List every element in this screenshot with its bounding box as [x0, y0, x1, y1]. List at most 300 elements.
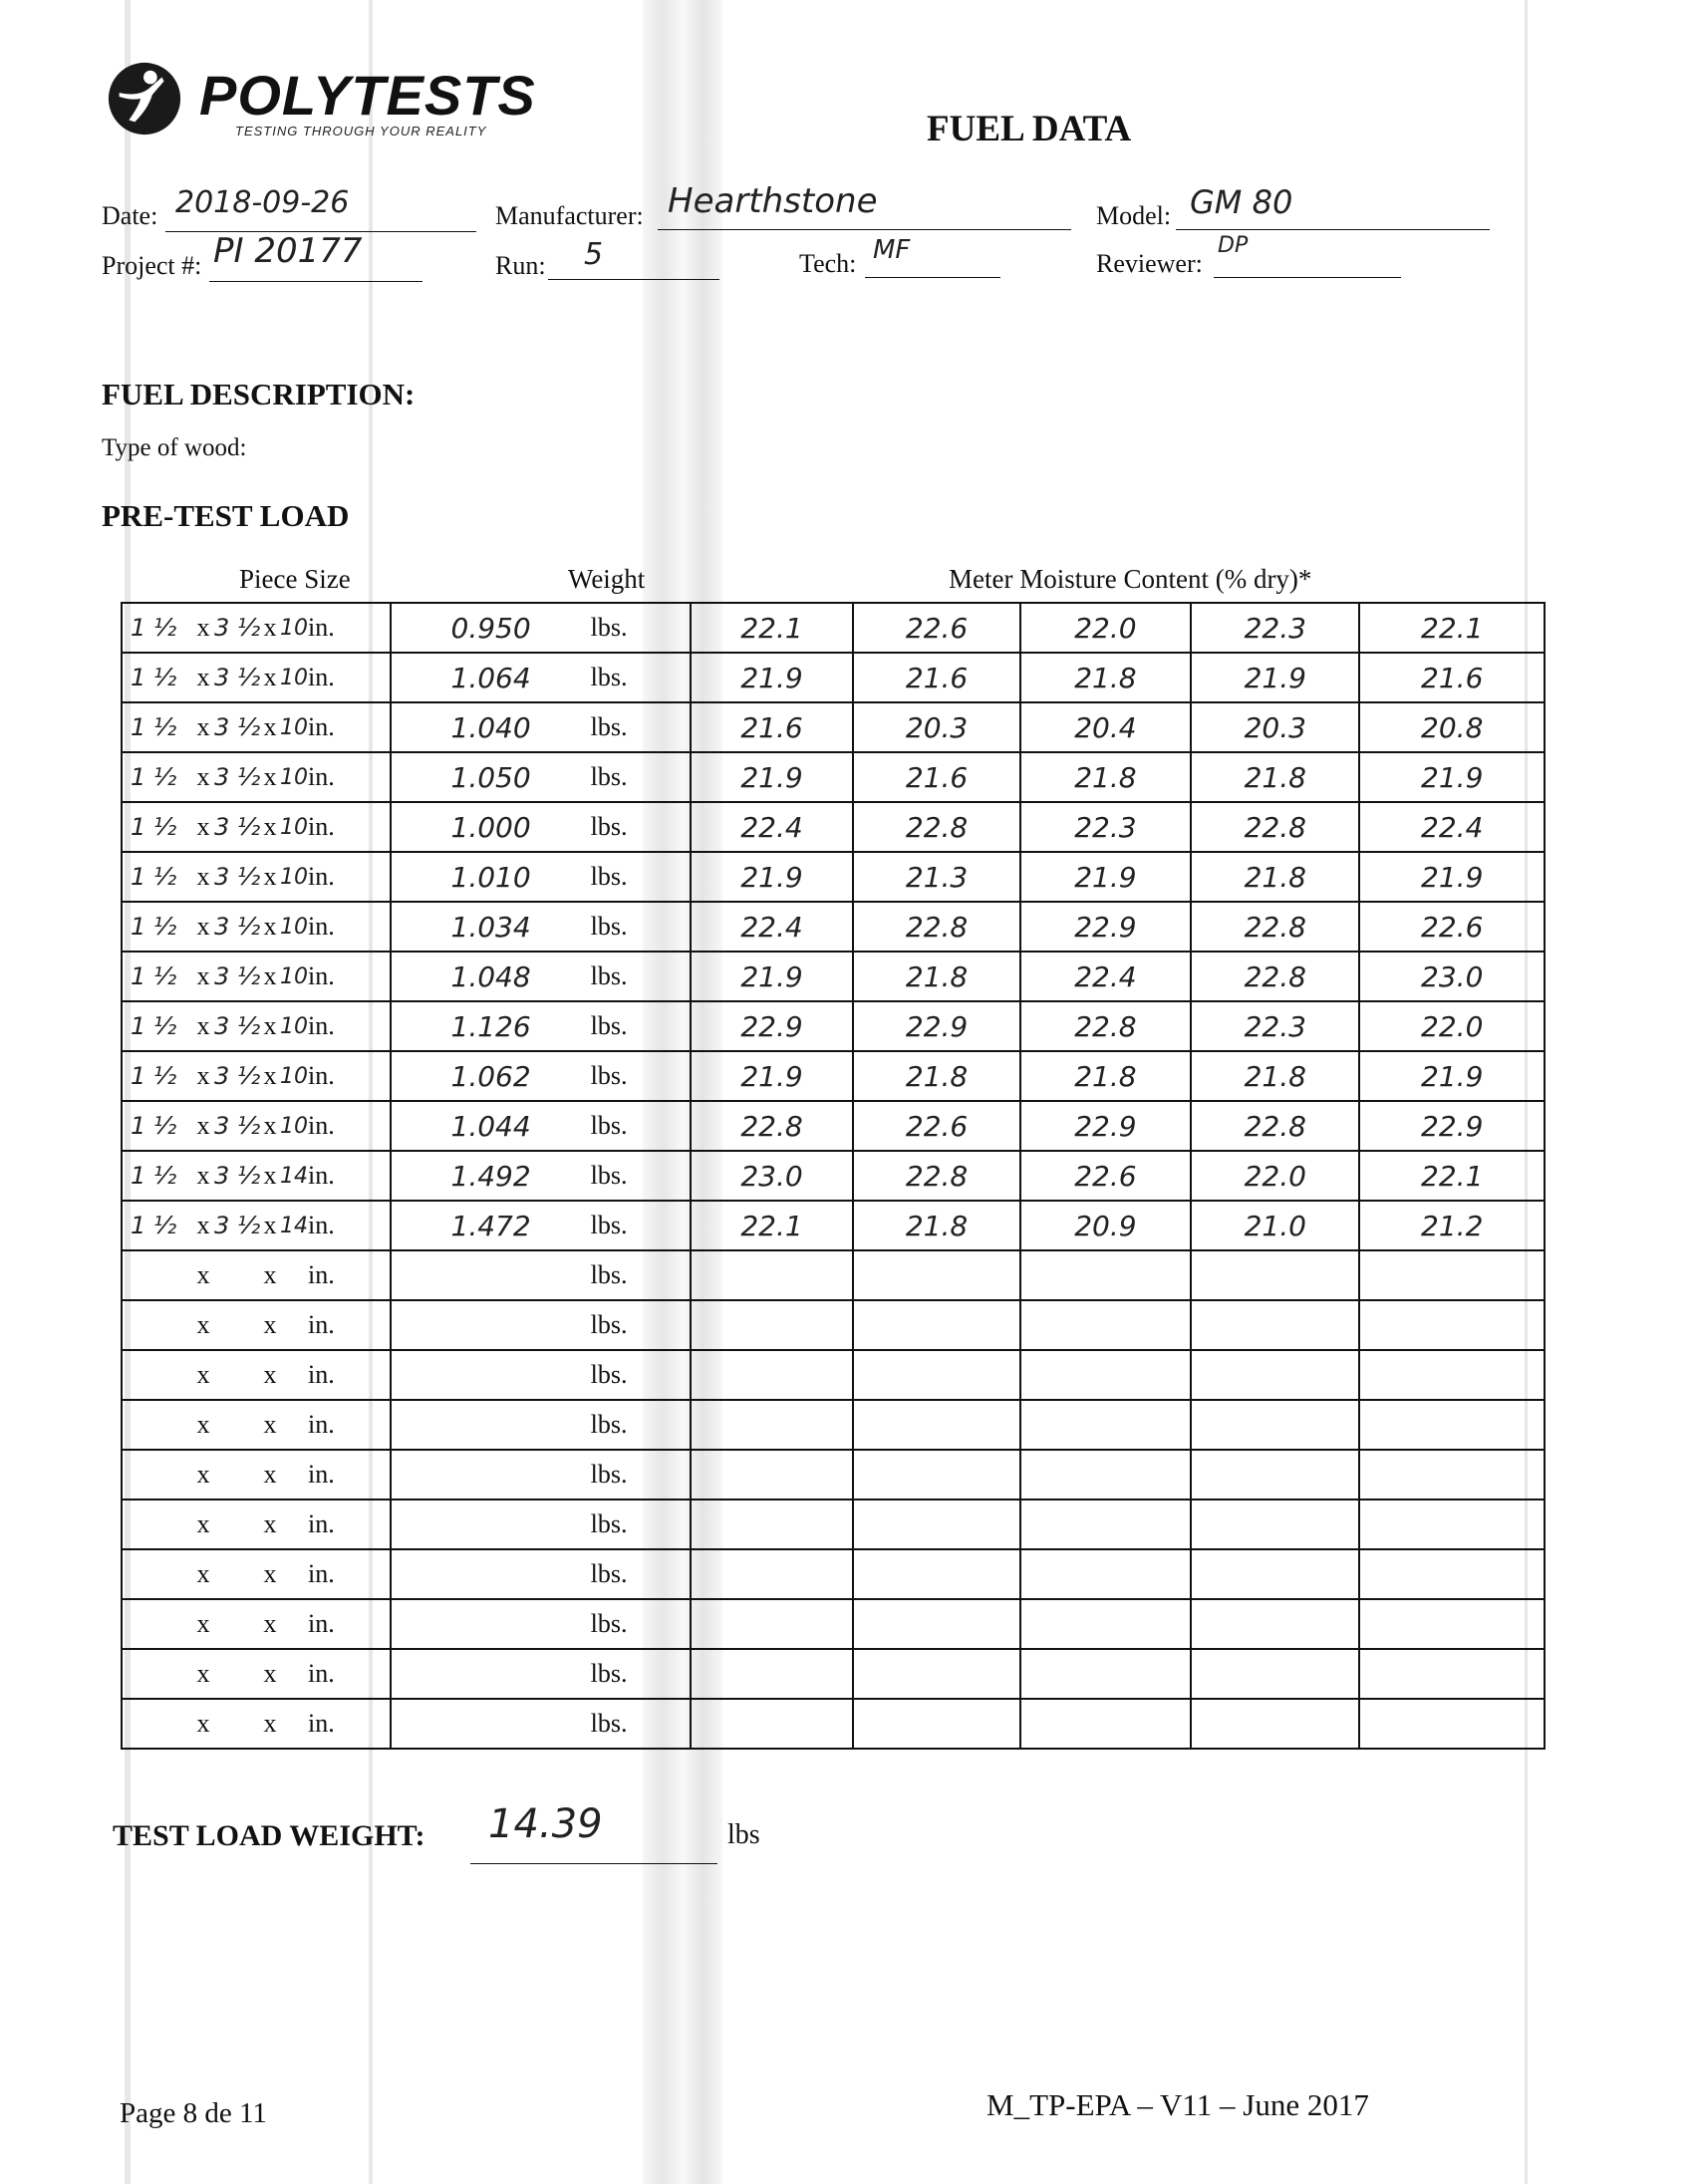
pounds-unit: lbs.: [590, 613, 628, 642]
piece-size-cell[interactable]: [122, 1201, 391, 1250]
moisture-reading-5[interactable]: 22.4: [1359, 802, 1545, 852]
table-row: [122, 1151, 1545, 1201]
piece-size-cell[interactable]: [122, 902, 391, 952]
piece-size-cell[interactable]: [122, 702, 391, 752]
weight-cell[interactable]: [391, 1599, 691, 1649]
moisture-reading-1[interactable]: [691, 1599, 854, 1649]
moisture-reading-4[interactable]: 22.8: [1191, 952, 1359, 1001]
times-label: x: [196, 1260, 210, 1289]
weight-cell[interactable]: [391, 952, 691, 1001]
piece-thickness[interactable]: 1 ½: [131, 863, 177, 891]
piece-size-cell[interactable]: [122, 1350, 391, 1400]
times-label: x: [196, 1111, 210, 1140]
piece-weight[interactable]: 1.050: [450, 760, 531, 794]
piece-width[interactable]: 3 ½: [214, 1112, 261, 1140]
tech-value[interactable]: MF: [873, 235, 911, 265]
piece-width[interactable]: 3 ½: [214, 763, 261, 791]
pounds-unit: lbs.: [590, 1410, 628, 1439]
piece-weight[interactable]: 1.062: [450, 1059, 531, 1093]
times-label: x: [196, 1011, 210, 1040]
moisture-reading-2[interactable]: 22.8: [853, 902, 1019, 952]
weight-cell[interactable]: [391, 702, 691, 752]
moisture-reading-4[interactable]: [1191, 1500, 1359, 1549]
moisture-reading-5[interactable]: [1359, 1549, 1545, 1599]
piece-size-cell[interactable]: [122, 752, 391, 802]
piece-weight[interactable]: 1.064: [450, 661, 531, 694]
reviewer-line: [1214, 277, 1401, 278]
moisture-reading-4[interactable]: 20.3: [1191, 702, 1359, 752]
moisture-reading-4[interactable]: [1191, 1400, 1359, 1450]
moisture-reading-2[interactable]: [853, 1350, 1019, 1400]
piece-thickness[interactable]: 1 ½: [131, 1112, 177, 1140]
moisture-reading-4[interactable]: 22.0: [1191, 1151, 1359, 1201]
moisture-reading-5[interactable]: 22.1: [1359, 603, 1545, 653]
pounds-unit: lbs.: [590, 1509, 628, 1538]
inches-unit: in.: [308, 862, 335, 891]
moisture-reading-1[interactable]: [691, 1699, 854, 1749]
moisture-reading-2[interactable]: [853, 1500, 1019, 1549]
piece-weight[interactable]: 1.040: [450, 710, 531, 744]
moisture-reading-4[interactable]: [1191, 1649, 1359, 1699]
moisture-reading-1[interactable]: [691, 1250, 854, 1300]
pounds-unit: lbs.: [590, 1011, 628, 1040]
piece-size-cell[interactable]: [122, 1400, 391, 1450]
weight-cell[interactable]: [391, 1400, 691, 1450]
pounds-unit: lbs.: [590, 1260, 628, 1289]
inches-unit: in.: [308, 1260, 335, 1289]
pounds-unit: lbs.: [590, 1659, 628, 1688]
weight-cell[interactable]: [391, 1051, 691, 1101]
moisture-reading-1[interactable]: 22.4: [691, 802, 854, 852]
project-value[interactable]: PI 20177: [213, 231, 363, 271]
moisture-reading-1[interactable]: [691, 1450, 854, 1500]
piece-width[interactable]: 3 ½: [214, 863, 261, 891]
moisture-reading-4[interactable]: [1191, 1300, 1359, 1350]
moisture-reading-2[interactable]: 21.3: [853, 852, 1019, 902]
piece-length[interactable]: 10: [280, 1063, 308, 1089]
weight-cell[interactable]: [391, 1001, 691, 1051]
moisture-reading-3[interactable]: 22.0: [1020, 603, 1191, 653]
piece-size-cell[interactable]: [122, 952, 391, 1001]
pounds-unit: lbs.: [590, 663, 628, 691]
weight-cell[interactable]: [391, 802, 691, 852]
model-value[interactable]: GM 80: [1190, 183, 1293, 221]
moisture-reading-5[interactable]: [1359, 1500, 1545, 1549]
piece-width[interactable]: 3 ½: [214, 614, 261, 642]
weight-cell[interactable]: [391, 1500, 691, 1549]
times-label: x: [196, 812, 210, 841]
times-label: x: [263, 1211, 277, 1239]
piece-thickness[interactable]: 1 ½: [131, 664, 177, 691]
moisture-reading-4[interactable]: 21.9: [1191, 653, 1359, 702]
piece-thickness[interactable]: 1 ½: [131, 913, 177, 941]
piece-length[interactable]: 10: [280, 1013, 308, 1039]
run-line: [548, 279, 719, 280]
moisture-header: Meter Moisture Content (% dry)*: [949, 564, 1312, 594]
times-label: x: [263, 812, 277, 841]
weight-cell[interactable]: [391, 752, 691, 802]
piece-thickness[interactable]: 1 ½: [131, 962, 177, 990]
moisture-reading-5[interactable]: 20.8: [1359, 702, 1545, 752]
moisture-reading-2[interactable]: 21.8: [853, 952, 1019, 1001]
moisture-reading-3[interactable]: 22.3: [1020, 802, 1191, 852]
moisture-reading-4[interactable]: [1191, 1350, 1359, 1400]
inches-unit: in.: [308, 663, 335, 691]
times-label: x: [196, 1211, 210, 1239]
moisture-reading-3[interactable]: [1020, 1549, 1191, 1599]
times-label: x: [196, 1659, 210, 1688]
moisture-reading-1[interactable]: [691, 1300, 854, 1350]
table-row: [122, 902, 1545, 952]
moisture-reading-5[interactable]: 22.0: [1359, 1001, 1545, 1051]
pre-test-load-title: PRE-TEST LOAD: [102, 498, 350, 533]
page-number: Page 8 de 11: [120, 2097, 267, 2129]
piece-size-cell[interactable]: [122, 1101, 391, 1151]
moisture-reading-3[interactable]: 21.8: [1020, 653, 1191, 702]
weight-cell[interactable]: [391, 1699, 691, 1749]
piece-width[interactable]: 3 ½: [214, 1062, 261, 1090]
times-label: x: [263, 1011, 277, 1040]
piece-width[interactable]: 3 ½: [214, 713, 261, 741]
inches-unit: in.: [308, 1011, 335, 1040]
piece-size-cell[interactable]: [122, 1051, 391, 1101]
weight-cell[interactable]: [391, 1350, 691, 1400]
moisture-reading-2[interactable]: [853, 1400, 1019, 1450]
test-load-weight-value[interactable]: 14.39: [488, 1801, 603, 1847]
piece-width[interactable]: 3 ½: [214, 962, 261, 990]
table-row: [122, 852, 1545, 902]
weight-cell[interactable]: [391, 1300, 691, 1350]
project-line: [209, 281, 422, 282]
piece-width[interactable]: 3 ½: [214, 664, 261, 691]
moisture-reading-4[interactable]: 22.8: [1191, 1101, 1359, 1151]
piece-length[interactable]: 10: [280, 665, 308, 690]
moisture-reading-2[interactable]: 22.6: [853, 1101, 1019, 1151]
moisture-reading-4[interactable]: 22.3: [1191, 1001, 1359, 1051]
moisture-reading-5[interactable]: 23.0: [1359, 952, 1545, 1001]
moisture-reading-5[interactable]: [1359, 1599, 1545, 1649]
fuel-description-title: FUEL DESCRIPTION:: [102, 377, 416, 411]
piece-weight[interactable]: 1.492: [450, 1159, 531, 1193]
piece-size-cell[interactable]: [122, 1599, 391, 1649]
moisture-reading-5[interactable]: 22.6: [1359, 902, 1545, 952]
moisture-reading-5[interactable]: 21.9: [1359, 1051, 1545, 1101]
times-label: x: [263, 1609, 277, 1638]
moisture-reading-5[interactable]: [1359, 1300, 1545, 1350]
moisture-reading-3[interactable]: 22.8: [1020, 1001, 1191, 1051]
weight-cell[interactable]: [391, 1450, 691, 1500]
moisture-reading-2[interactable]: [853, 1549, 1019, 1599]
moisture-reading-3[interactable]: 22.4: [1020, 952, 1191, 1001]
pounds-unit: lbs.: [590, 862, 628, 891]
piece-length[interactable]: 10: [280, 814, 308, 840]
pounds-unit: lbs.: [590, 1061, 628, 1090]
times-label: x: [263, 712, 277, 741]
piece-width[interactable]: 3 ½: [214, 1212, 261, 1239]
moisture-reading-5[interactable]: [1359, 1649, 1545, 1699]
moisture-reading-2[interactable]: [853, 1450, 1019, 1500]
pounds-unit: lbs.: [590, 912, 628, 941]
piece-length[interactable]: 10: [280, 615, 308, 641]
moisture-reading-1[interactable]: 22.1: [691, 603, 854, 653]
piece-size-cell[interactable]: [122, 1549, 391, 1599]
piece-width[interactable]: 3 ½: [214, 1162, 261, 1190]
piece-weight[interactable]: 1.126: [450, 1009, 531, 1043]
table-row: [122, 1649, 1545, 1699]
times-label: x: [263, 1161, 277, 1190]
moisture-reading-3[interactable]: [1020, 1500, 1191, 1549]
moisture-reading-2[interactable]: 22.9: [853, 1001, 1019, 1051]
times-label: x: [263, 1509, 277, 1538]
pounds-unit: lbs.: [590, 1161, 628, 1190]
piece-size-cell[interactable]: [122, 1300, 391, 1350]
reviewer-value[interactable]: DP: [1218, 233, 1249, 258]
piece-weight[interactable]: 1.010: [450, 860, 531, 894]
inches-unit: in.: [308, 1460, 335, 1489]
moisture-reading-4[interactable]: 21.8: [1191, 1051, 1359, 1101]
piece-width[interactable]: 3 ½: [214, 1012, 261, 1040]
piece-size-cell[interactable]: [122, 1649, 391, 1699]
piece-thickness[interactable]: 1 ½: [131, 1062, 177, 1090]
piece-thickness[interactable]: 1 ½: [131, 1162, 177, 1190]
piece-size-cell[interactable]: [122, 603, 391, 653]
moisture-reading-3[interactable]: 20.9: [1020, 1201, 1191, 1250]
moisture-reading-1[interactable]: [691, 1549, 854, 1599]
moisture-reading-5[interactable]: [1359, 1699, 1545, 1749]
piece-size-cell[interactable]: [122, 1500, 391, 1549]
moisture-reading-1[interactable]: [691, 1400, 854, 1450]
moisture-reading-3[interactable]: 21.8: [1020, 752, 1191, 802]
piece-weight[interactable]: 1.034: [450, 910, 531, 944]
table-row: [122, 1400, 1545, 1450]
moisture-reading-3[interactable]: [1020, 1450, 1191, 1500]
times-label: x: [196, 1709, 210, 1738]
inches-unit: in.: [308, 1410, 335, 1439]
piece-length[interactable]: 10: [280, 1113, 308, 1139]
moisture-reading-2[interactable]: 20.3: [853, 702, 1019, 752]
weight-cell[interactable]: [391, 603, 691, 653]
moisture-reading-3[interactable]: [1020, 1250, 1191, 1300]
piece-width[interactable]: 3 ½: [214, 913, 261, 941]
weight-cell[interactable]: [391, 852, 691, 902]
inches-unit: in.: [308, 1360, 335, 1389]
table-row: [122, 1350, 1545, 1400]
weight-cell[interactable]: [391, 1549, 691, 1599]
moisture-reading-3[interactable]: [1020, 1350, 1191, 1400]
moisture-reading-1[interactable]: 22.4: [691, 902, 854, 952]
moisture-reading-2[interactable]: 21.6: [853, 653, 1019, 702]
piece-weight[interactable]: 1.472: [450, 1209, 531, 1242]
piece-weight[interactable]: 0.950: [450, 611, 531, 645]
manufacturer-value[interactable]: Hearthstone: [668, 181, 878, 221]
moisture-reading-1[interactable]: [691, 1649, 854, 1699]
test-load-weight-unit: lbs: [727, 1819, 760, 1850]
moisture-reading-3[interactable]: 22.9: [1020, 1101, 1191, 1151]
moisture-reading-4[interactable]: [1191, 1250, 1359, 1300]
times-label: x: [196, 862, 210, 891]
moisture-reading-3[interactable]: 20.4: [1020, 702, 1191, 752]
inches-unit: in.: [308, 762, 335, 791]
table-row: [122, 1250, 1545, 1300]
moisture-reading-3[interactable]: 21.9: [1020, 852, 1191, 902]
weight-cell[interactable]: [391, 902, 691, 952]
pounds-unit: lbs.: [590, 762, 628, 791]
inches-unit: in.: [308, 712, 335, 741]
moisture-reading-1[interactable]: 21.9: [691, 653, 854, 702]
moisture-reading-1[interactable]: 22.1: [691, 1201, 854, 1250]
moisture-reading-2[interactable]: 21.8: [853, 1201, 1019, 1250]
table-row: [122, 802, 1545, 852]
pounds-unit: lbs.: [590, 1111, 628, 1140]
piece-length[interactable]: 10: [280, 864, 308, 890]
piece-thickness[interactable]: 1 ½: [131, 614, 177, 642]
weight-cell[interactable]: [391, 1201, 691, 1250]
weight-cell[interactable]: [391, 653, 691, 702]
moisture-reading-1[interactable]: 23.0: [691, 1151, 854, 1201]
run-value[interactable]: 5: [584, 237, 604, 272]
moisture-reading-1[interactable]: [691, 1350, 854, 1400]
times-label: x: [263, 1310, 277, 1339]
moisture-reading-2[interactable]: 22.8: [853, 802, 1019, 852]
piece-thickness[interactable]: 1 ½: [131, 813, 177, 841]
moisture-reading-2[interactable]: [853, 1599, 1019, 1649]
weight-cell[interactable]: [391, 1649, 691, 1699]
piece-size-cell[interactable]: [122, 802, 391, 852]
tech-label: Tech:: [799, 249, 857, 278]
moisture-reading-1[interactable]: 22.8: [691, 1101, 854, 1151]
moisture-reading-4[interactable]: 22.8: [1191, 802, 1359, 852]
moisture-reading-5[interactable]: [1359, 1400, 1545, 1450]
moisture-reading-4[interactable]: 22.8: [1191, 902, 1359, 952]
reviewer-label: Reviewer:: [1096, 249, 1203, 278]
moisture-reading-2[interactable]: [853, 1699, 1019, 1749]
moisture-reading-5[interactable]: 21.6: [1359, 653, 1545, 702]
piece-thickness[interactable]: 1 ½: [131, 1012, 177, 1040]
piece-length[interactable]: 14: [280, 1163, 308, 1189]
moisture-reading-5[interactable]: 22.9: [1359, 1101, 1545, 1151]
piece-length[interactable]: 10: [280, 914, 308, 940]
times-label: x: [263, 912, 277, 941]
moisture-reading-3[interactable]: [1020, 1300, 1191, 1350]
moisture-reading-1[interactable]: 21.9: [691, 852, 854, 902]
piece-size-cell[interactable]: [122, 1151, 391, 1201]
inches-unit: in.: [308, 1709, 335, 1738]
moisture-reading-1[interactable]: 21.9: [691, 1051, 854, 1101]
times-label: x: [263, 1111, 277, 1140]
times-label: x: [196, 1609, 210, 1638]
piece-size-cell[interactable]: [122, 1450, 391, 1500]
piece-width[interactable]: 3 ½: [214, 813, 261, 841]
moisture-reading-5[interactable]: 22.1: [1359, 1151, 1545, 1201]
moisture-reading-5[interactable]: 21.9: [1359, 852, 1545, 902]
moisture-reading-4[interactable]: 21.8: [1191, 752, 1359, 802]
project-label: Project #:: [102, 251, 202, 280]
moisture-reading-2[interactable]: 21.8: [853, 1051, 1019, 1101]
piece-thickness[interactable]: 1 ½: [131, 713, 177, 741]
pounds-unit: lbs.: [590, 1709, 628, 1738]
date-value[interactable]: 2018-09-26: [175, 185, 350, 220]
times-label: x: [196, 1559, 210, 1588]
moisture-reading-2[interactable]: 21.6: [853, 752, 1019, 802]
moisture-reading-5[interactable]: [1359, 1350, 1545, 1400]
weight-cell[interactable]: [391, 1101, 691, 1151]
moisture-reading-5[interactable]: 21.9: [1359, 752, 1545, 802]
table-row: [122, 1300, 1545, 1350]
moisture-reading-4[interactable]: 21.8: [1191, 852, 1359, 902]
piece-weight[interactable]: 1.048: [450, 959, 531, 993]
moisture-reading-4[interactable]: [1191, 1549, 1359, 1599]
moisture-reading-1[interactable]: 21.9: [691, 952, 854, 1001]
moisture-reading-3[interactable]: 22.9: [1020, 902, 1191, 952]
piece-size-cell[interactable]: [122, 1001, 391, 1051]
moisture-reading-4[interactable]: 21.0: [1191, 1201, 1359, 1250]
model-label: Model:: [1096, 201, 1172, 230]
moisture-reading-4[interactable]: [1191, 1450, 1359, 1500]
piece-length[interactable]: 10: [280, 714, 308, 740]
moisture-reading-1[interactable]: 22.9: [691, 1001, 854, 1051]
document-title: FUEL DATA: [927, 109, 1132, 149]
piece-size-cell[interactable]: [122, 852, 391, 902]
inches-unit: in.: [308, 912, 335, 941]
moisture-reading-1[interactable]: 21.6: [691, 702, 854, 752]
times-label: x: [263, 762, 277, 791]
moisture-reading-3[interactable]: 22.6: [1020, 1151, 1191, 1201]
moisture-reading-3[interactable]: [1020, 1699, 1191, 1749]
piece-weight[interactable]: 1.044: [450, 1109, 531, 1143]
moisture-reading-4[interactable]: [1191, 1599, 1359, 1649]
moisture-reading-5[interactable]: [1359, 1450, 1545, 1500]
weight-cell[interactable]: [391, 1250, 691, 1300]
piece-thickness[interactable]: 1 ½: [131, 1212, 177, 1239]
piece-size-cell[interactable]: [122, 1699, 391, 1749]
moisture-reading-3[interactable]: [1020, 1649, 1191, 1699]
moisture-reading-4[interactable]: 22.3: [1191, 603, 1359, 653]
weight-header: Weight: [568, 564, 646, 594]
inches-unit: in.: [308, 1609, 335, 1638]
moisture-reading-1[interactable]: [691, 1500, 854, 1549]
moisture-reading-2[interactable]: 22.6: [853, 603, 1019, 653]
times-label: x: [196, 712, 210, 741]
piece-thickness[interactable]: 1 ½: [131, 763, 177, 791]
piece-weight[interactable]: 1.000: [450, 810, 531, 844]
moisture-reading-2[interactable]: [853, 1649, 1019, 1699]
inches-unit: in.: [308, 1509, 335, 1538]
pounds-unit: lbs.: [590, 1609, 628, 1638]
pounds-unit: lbs.: [590, 1360, 628, 1389]
moisture-reading-2[interactable]: 22.8: [853, 1151, 1019, 1201]
piece-length[interactable]: 10: [280, 963, 308, 989]
moisture-reading-2[interactable]: [853, 1300, 1019, 1350]
piece-length[interactable]: 10: [280, 764, 308, 790]
moisture-reading-3[interactable]: 21.8: [1020, 1051, 1191, 1101]
piece-size-cell[interactable]: [122, 653, 391, 702]
moisture-reading-3[interactable]: [1020, 1400, 1191, 1450]
moisture-reading-5[interactable]: 21.2: [1359, 1201, 1545, 1250]
moisture-reading-5[interactable]: [1359, 1250, 1545, 1300]
weight-cell[interactable]: [391, 1151, 691, 1201]
type-of-wood-label: Type of wood:: [102, 434, 247, 461]
times-label: x: [263, 1460, 277, 1489]
moisture-reading-1[interactable]: 21.9: [691, 752, 854, 802]
times-label: x: [196, 1460, 210, 1489]
inches-unit: in.: [308, 613, 335, 642]
moisture-reading-4[interactable]: [1191, 1699, 1359, 1749]
moisture-reading-2[interactable]: [853, 1250, 1019, 1300]
piece-length[interactable]: 14: [280, 1213, 308, 1238]
piece-size-cell[interactable]: [122, 1250, 391, 1300]
moisture-reading-3[interactable]: [1020, 1599, 1191, 1649]
times-label: x: [196, 1161, 210, 1190]
